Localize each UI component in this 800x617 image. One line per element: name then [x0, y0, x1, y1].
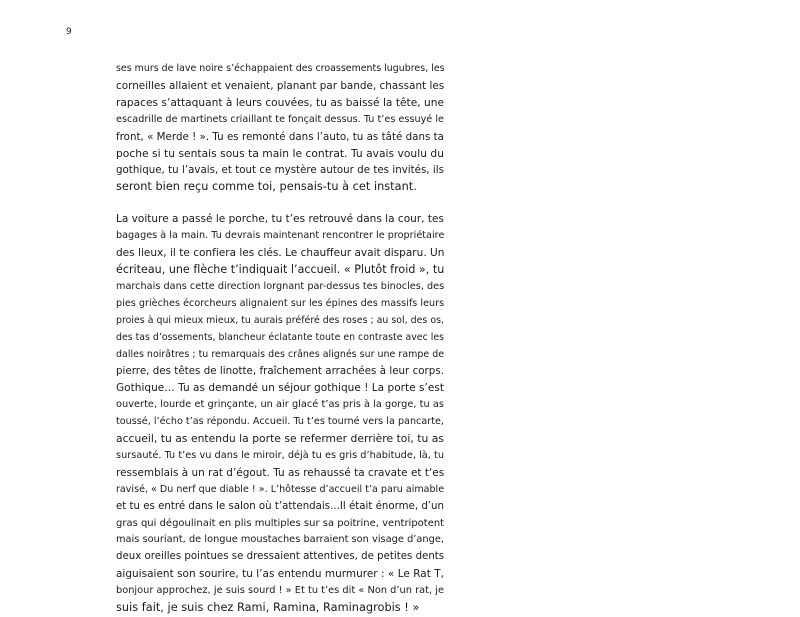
text-line: front, « Merde ! ». Tu es remonté dans l’auto, tu as tâté dans ta — [116, 130, 444, 143]
text-line: ouverte, lourde et grinçante, un air glacé t’as pris à la gorge, tu as — [116, 399, 444, 411]
text-line: suis fait, je suis chez Rami, Ramina, Raminagrobis ! » — [116, 601, 420, 615]
paragraph-1 — [116, 61, 444, 196]
text-line: corneilles allaient et venaient, planant par bande, chassant les — [116, 79, 445, 92]
text-line: seront bien reçu comme toi, pensais-tu à cet instant. — [116, 180, 417, 194]
text-line: rapaces s’attaquant à leurs couvées, tu as baissé la tête, une — [116, 96, 444, 109]
text-line: gras qui dégoulinait en plis multiples sur sa poitrine, ventripotent — [116, 517, 445, 529]
text-line: des lieux, il te confiera les clés. Le chauffeur avait disparu. Un — [116, 247, 445, 260]
text-line: dalles noirâtres ; tu remarquais des crânes alignés sur une rampe de — [116, 348, 445, 360]
text-line: deux oreilles pointues se dressaient attentives, de petites dents — [116, 551, 445, 563]
text-line: sursauté. Tu t’es vu dans le miroir, déjà tu es gris d’habitude, là, tu — [116, 449, 444, 461]
text-line: ses murs de lave noire s’échappaient des croassements lugubres, les — [116, 63, 445, 74]
text-line: Gothique… Tu as demandé un séjour gothique ! La porte s’est — [116, 382, 444, 395]
text-line: toussé, l’écho t’as répondu. Accueil. Tu t’es tourné vers la pancarte, — [116, 416, 444, 428]
text-line: ravisé, « Du nerf que diable ! ». L’hôtesse d’accueil t’a paru aimable — [116, 483, 445, 495]
text-line: et tu es entré dans le salon où t’attendais...Il était énorme, d’un — [116, 500, 444, 512]
page-number: 9 — [66, 27, 72, 37]
text-line: aiguisaient son sourire, tu l’as entendu murmurer : « Le Rat T, — [116, 568, 444, 581]
text-line: pies grièches écorcheurs alignaient sur les épines des massifs leurs — [116, 297, 445, 309]
text-body — [116, 61, 444, 617]
text-line: bonjour approchez, je suis sourd ! » Et tu t’es dit « Non d’un rat, je — [116, 585, 444, 597]
text-line: mais souriant, de longue moustaches barraient son visage d’ange, — [116, 534, 444, 546]
text-line: bagages à la main. Tu devrais maintenant rencontrer le propriétaire — [116, 230, 445, 242]
text-line: pierre, des têtes de linotte, fraîchement arrachées à leur corps. — [116, 365, 444, 378]
text-line: des tas d’ossements, blancheur éclatante toute en contraste avec les — [116, 331, 444, 343]
text-line: escadrille de martinets criaillant te fonçait dessus. Tu t’es essuyé le — [116, 113, 444, 125]
text-line: La voiture a passé le porche, tu t’es retrouvé dans la cour, tes — [116, 213, 444, 226]
text-line: ressemblais à un rat d’égout. Tu as rehaussé ta cravate et t‘es — [116, 466, 445, 479]
text-line: écriteau, une flèche t’indiquait l’accueil. « Plutôt froid », tu — [116, 262, 445, 276]
text-line: poche si tu sentais sous ta main le contrat. Tu avais voulu du — [116, 146, 444, 160]
text-line: gothique, tu l’avais, et tout ce mystère autour de tes invités, ils — [116, 164, 444, 177]
text-line: accueil, tu as entendu la porte se refermer derrière toi, tu as — [116, 432, 444, 446]
paragraph-2 — [116, 211, 444, 617]
text-line: proies à qui mieux mieux, tu aurais préféré des roses ; au sol, des os, — [116, 314, 444, 326]
text-line: marchais dans cette direction lorgnant par-dessus tes binocles, des — [116, 280, 445, 292]
